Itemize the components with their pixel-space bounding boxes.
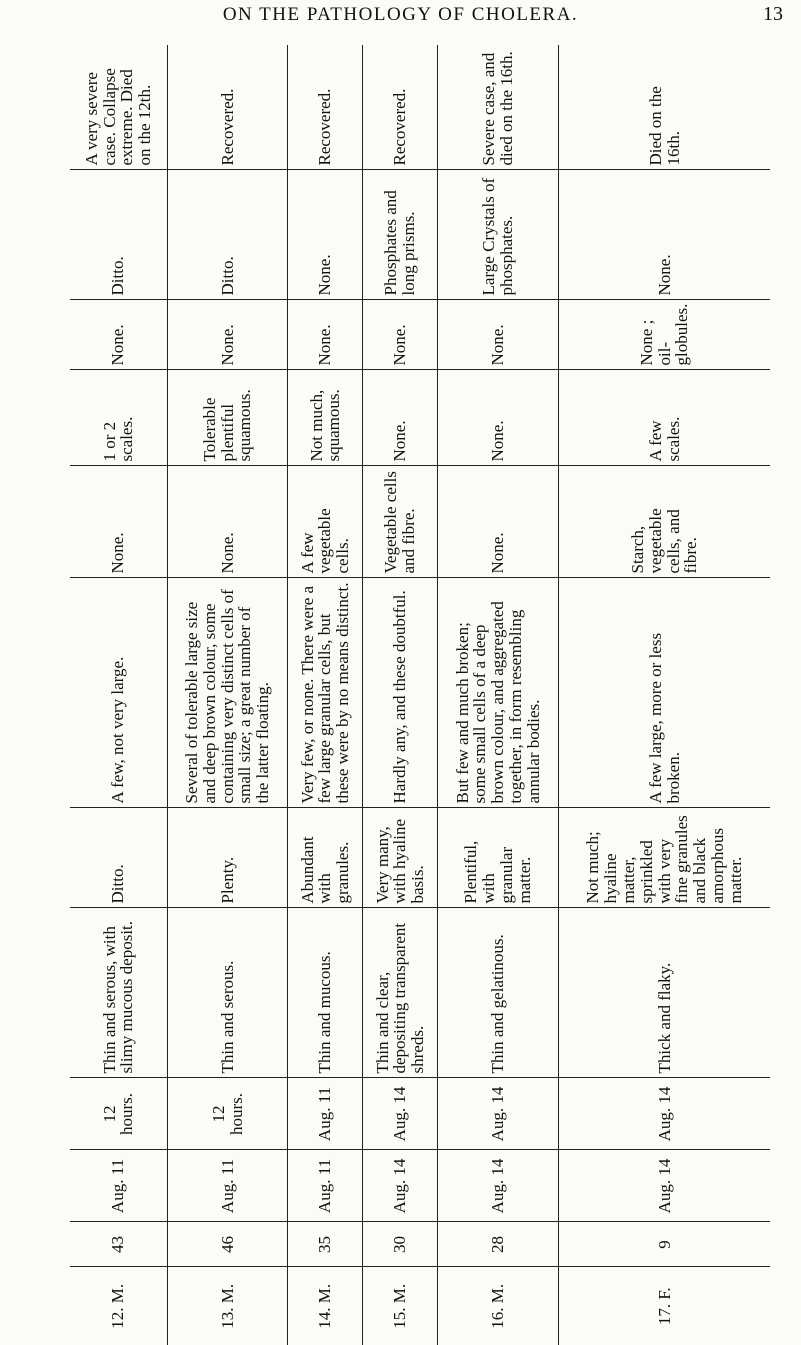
scales-cell: Not much, squamous. [288,370,363,466]
vegetable-cell: A few vegetable cells. [288,466,363,578]
character-cell: Thin and mucous. [288,908,363,1078]
date-cell: Aug. 14 [438,1150,559,1222]
cells-description-cell: Very few, or none. There were a few large granular cells, but these were by no means distinct. [288,578,363,808]
crystals-cell: None. [559,170,771,300]
quantity-cell: Very many, with hyaline basis. [363,808,438,908]
result-cell: Recovered. [363,45,438,170]
case-cell: 14. M. [288,1267,363,1345]
oil-cell: None. [70,300,167,370]
character-cell: Thin and clear, depositing transparent shreds. [363,908,438,1078]
character-cell: Thick and flaky. [559,908,771,1078]
oil-cell: None. [438,300,559,370]
age-cell: 43 [70,1222,167,1267]
cells-description-cell: Hardly any, and these doubtful. [363,578,438,808]
cells-description-cell: Several of tolerable large size and deep brown colour, some containing very distinct cells of small size; a great number of the latter floating. [167,578,288,808]
result-cell: A very severe case. Collapse extreme. Died on the 12th. [70,45,167,170]
oil-cell: None. [363,300,438,370]
date-cell: Aug. 11 [70,1150,167,1222]
table-row [363,45,438,1345]
running-title: ON THE PATHOLOGY OF CHOLERA. [222,4,579,25]
vegetable-cell: None. [438,466,559,578]
time-cell: Aug. 11 [288,1078,363,1150]
age-cell: 9 [559,1222,771,1267]
cells-description-cell: A few large, more or less broken. [559,578,771,808]
scales-cell: A few scales. [559,370,771,466]
date-cell: Aug. 11 [167,1150,288,1222]
quantity-cell: Abundant with granules. [288,808,363,908]
result-cell: Recovered. [288,45,363,170]
vegetable-cell: Vegetable cells and fibre. [363,466,438,578]
crystals-cell: Large Crystals of phosphates. [438,170,559,300]
character-cell: Thin and serous, with slimy mucous deposit. [70,908,167,1078]
quantity-cell: Not much; hyaline matter, sprinkled with very fine granules and black amorphous matter. [559,808,771,908]
page-number: 13 [763,3,783,25]
table-row [438,45,559,1345]
age-cell: 46 [167,1222,288,1267]
table-row [70,45,167,1345]
table-row [559,45,771,1345]
scales-cell: None. [438,370,559,466]
time-cell: Aug. 14 [363,1078,438,1150]
time-cell: Aug. 14 [438,1078,559,1150]
table-body [70,45,770,1345]
quantity-cell: Ditto. [70,808,167,908]
quantity-cell: Plentiful, with granular matter. [438,808,559,908]
cholera-cases-table [70,45,770,1345]
date-cell: Aug. 14 [363,1150,438,1222]
case-cell: 15. M. [363,1267,438,1345]
case-cell: 17. F. [559,1267,771,1345]
time-cell: Aug. 14 [559,1078,771,1150]
age-cell: 28 [438,1222,559,1267]
age-cell: 30 [363,1222,438,1267]
case-cell: 12. M. [108,1283,128,1329]
oil-cell: None. [167,300,288,370]
oil-cell: None. [288,300,363,370]
crystals-cell: Ditto. [70,170,167,300]
vegetable-cell: Starch, vegetable cells, and fibre. [559,466,771,578]
quantity-cell: Plenty. [167,808,288,908]
time-cell: 12 hours. [70,1078,167,1150]
character-cell: Thin and serous. [167,908,288,1078]
page-header [0,0,801,30]
rotated-table-wrapper [70,45,780,1345]
case-cell: 13. M. [167,1267,288,1345]
result-cell: Died on the 16th. [559,45,771,170]
cells-description-cell: A few, not very large. [70,578,167,808]
scales-cell: 1 or 2 scales. [70,370,167,466]
case-cell: 16. M. [438,1267,559,1345]
crystals-cell: Phosphates and long prisms. [363,170,438,300]
table-row [167,45,288,1345]
date-cell: Aug. 11 [288,1150,363,1222]
character-cell: Thin and gelatinous. [438,908,559,1078]
time-cell: 12 hours. [167,1078,288,1150]
scales-cell: None. [363,370,438,466]
vegetable-cell: None. [70,466,167,578]
result-cell: Severe case, and died on the 16th. [438,45,559,170]
date-cell: Aug. 14 [559,1150,771,1222]
crystals-cell: None. [288,170,363,300]
table-row [288,45,363,1345]
age-cell: 35 [288,1222,363,1267]
oil-cell: None ; oil-globules. [559,300,771,370]
vegetable-cell: None. [167,466,288,578]
result-cell: Recovered. [167,45,288,170]
cells-description-cell: But few and much broken; some small cells of a deep brown colour, and aggregated together, in form resembling annular bodies. [438,578,559,808]
crystals-cell: Ditto. [167,170,288,300]
scales-cell: Tolerable plentiful squamous. [167,370,288,466]
